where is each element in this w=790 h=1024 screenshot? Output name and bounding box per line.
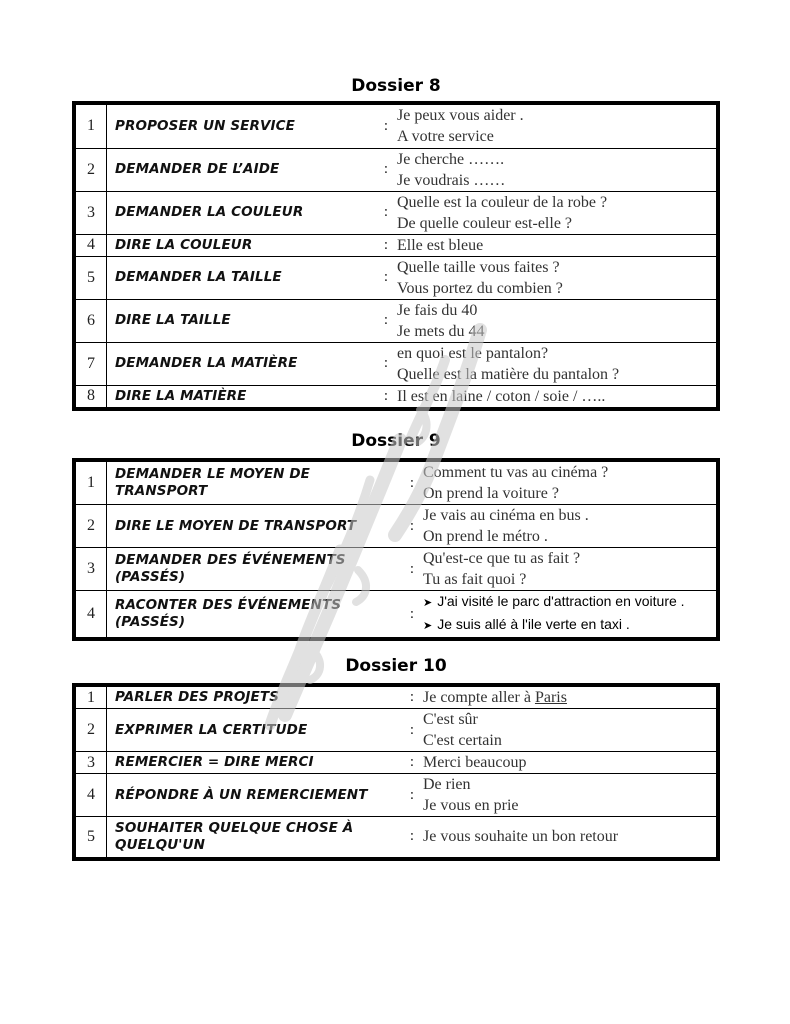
colon: : xyxy=(379,234,393,256)
example-line: Merci beaucoup xyxy=(423,754,527,771)
colon: : xyxy=(405,591,419,638)
example-cell xyxy=(419,709,716,752)
table-row xyxy=(76,709,716,752)
example-line: en quoi est le pantalon? xyxy=(397,344,549,362)
example-line: Tu as fait quoi ? xyxy=(423,571,527,588)
table-row xyxy=(76,548,716,591)
colon: : xyxy=(405,548,419,591)
row-number: 1 xyxy=(76,462,107,505)
underlined-word: Paris xyxy=(534,689,567,706)
table-row xyxy=(76,385,716,407)
example-cell xyxy=(393,342,716,385)
colon: : xyxy=(379,385,393,407)
phrase-label: PROPOSER UN SERVICE xyxy=(115,117,295,134)
colon: : xyxy=(379,342,393,385)
colon: : xyxy=(405,752,419,774)
phrase-label: RACONTER DES ÉVÉNEMENTS (PASSÉS) xyxy=(107,591,406,638)
example-line: Je fais du 40 xyxy=(397,301,478,319)
example-cell xyxy=(419,591,716,638)
table-row xyxy=(76,148,716,191)
example-line: Je peux vous aider . xyxy=(397,107,524,125)
table-row xyxy=(76,462,716,505)
phrase-label: REMERCIER = DIRE MERCI xyxy=(107,752,406,774)
example-cell xyxy=(419,505,716,548)
row-number: 5 xyxy=(76,817,107,857)
phrase-label: DEMANDER LA COULEUR xyxy=(107,191,380,234)
bullet-line xyxy=(423,614,716,637)
example-line: Elle est bleue xyxy=(397,236,484,254)
phrase-label: DEMANDER LA MATIÈRE xyxy=(107,342,380,385)
colon: : xyxy=(379,256,393,299)
example-line: Je mets du 44 xyxy=(397,322,485,340)
example-line: Je vais au cinéma en bus . xyxy=(423,507,589,524)
example-line: C'est certain xyxy=(423,732,502,749)
example-cell xyxy=(419,548,716,591)
table-row xyxy=(76,774,716,817)
table-row xyxy=(76,342,716,385)
example-line: Qu'est-ce que tu as fait ? xyxy=(423,550,581,567)
row-number: 2 xyxy=(76,709,107,752)
row-number: 8 xyxy=(76,385,107,407)
example-cell xyxy=(393,385,716,407)
row-number: 3 xyxy=(76,191,107,234)
example-line: Je cherche ……. xyxy=(397,150,505,168)
example-cell xyxy=(393,148,716,191)
example-cell xyxy=(393,234,716,256)
example-cell xyxy=(419,774,716,817)
example-cell xyxy=(419,462,716,505)
example-line: Je voudrais …… xyxy=(397,171,506,189)
phrase-label: DEMANDER LE MOYEN DE TRANSPORT xyxy=(115,466,311,499)
row-number: 1 xyxy=(76,105,107,148)
example-line: Je vous souhaite un bon retour xyxy=(423,828,619,846)
table-row xyxy=(76,687,716,709)
example-cell xyxy=(393,256,716,299)
colon: : xyxy=(379,191,393,234)
row-number: 3 xyxy=(76,548,107,591)
example-line: Quelle est la matière du pantalon ? xyxy=(397,365,620,383)
example-cell xyxy=(419,752,716,774)
bullet-line xyxy=(423,591,716,614)
example-line: De quelle couleur est-elle ? xyxy=(397,214,573,232)
phrase-label: DIRE LA COULEUR xyxy=(107,234,380,256)
colon: : xyxy=(379,148,393,191)
phrase-label: DIRE LE MOYEN DE TRANSPORT xyxy=(107,505,406,548)
phrase-label: SOUHAITER QUELQUE CHOSE À QUELQU'UN xyxy=(107,817,406,857)
example-text: Je compte aller à xyxy=(423,689,535,706)
row-number: 2 xyxy=(76,148,107,191)
example-cell xyxy=(419,687,716,709)
dossier-title: Dossier 10 xyxy=(345,656,447,676)
example-line: Il est en laine / coton / soie / ….. xyxy=(397,387,606,405)
arrow-bullet-icon: ➤ xyxy=(423,620,433,632)
table-row xyxy=(76,752,716,774)
example-line: A votre service xyxy=(397,128,494,146)
phrase-label: PARLER DES PROJETS xyxy=(115,689,280,706)
phrase-label: DEMANDER DE L’AIDE xyxy=(107,148,380,191)
colon: : xyxy=(383,117,389,134)
phrase-label: DIRE LA TAILLE xyxy=(107,299,380,342)
dossier-10-table xyxy=(72,683,720,861)
row-number: 4 xyxy=(76,774,107,817)
table-row xyxy=(76,591,716,638)
row-number: 4 xyxy=(76,591,107,638)
phrase-label: DEMANDER DES ÉVÉNEMENTS (PASSÉS) xyxy=(107,548,406,591)
table-row xyxy=(76,299,716,342)
row-number: 1 xyxy=(76,687,107,709)
example-cell xyxy=(393,299,716,342)
row-number: 3 xyxy=(76,752,107,774)
colon: : xyxy=(409,689,415,705)
table-row xyxy=(76,191,716,234)
table-row xyxy=(76,817,716,857)
dossier-8-table xyxy=(72,101,720,411)
bullet-text: Je suis allé à l'ile verte en taxi . xyxy=(437,616,630,632)
bullet-text: J'ai visité le parc d'attraction en voiture . xyxy=(437,593,685,609)
example-line xyxy=(423,687,716,708)
colon: : xyxy=(405,817,419,857)
dossier-title: Dossier 9 xyxy=(351,431,441,451)
example-cell xyxy=(393,191,716,234)
row-number: 6 xyxy=(76,299,107,342)
table-row xyxy=(76,256,716,299)
colon: : xyxy=(409,474,415,491)
example-line: Vous portez du combien ? xyxy=(397,279,563,297)
colon: : xyxy=(379,299,393,342)
colon: : xyxy=(405,709,419,752)
dossier-title: Dossier 8 xyxy=(351,76,441,96)
row-number: 2 xyxy=(76,505,107,548)
table-row xyxy=(76,234,716,256)
row-number: 5 xyxy=(76,256,107,299)
phrase-label: DEMANDER LA TAILLE xyxy=(107,256,380,299)
phrase-label: RÉPONDRE À UN REMERCIEMENT xyxy=(107,774,406,817)
example-line: De rien xyxy=(423,776,471,793)
example-line: Quelle est la couleur de la robe ? xyxy=(397,193,608,211)
example-line: On prend le métro . xyxy=(423,528,548,545)
example-cell xyxy=(419,817,716,857)
phrase-label: DIRE LA MATIÈRE xyxy=(107,385,380,407)
colon: : xyxy=(405,774,419,817)
example-line: Quelle taille vous faites ? xyxy=(397,258,560,276)
dossier-9-table xyxy=(72,458,720,641)
example-line: C'est sûr xyxy=(423,711,478,728)
phrase-label: EXPRIMER LA CERTITUDE xyxy=(107,709,406,752)
arrow-bullet-icon: ➤ xyxy=(423,597,433,609)
example-line: Je vous en prie xyxy=(423,797,519,814)
table-row xyxy=(76,505,716,548)
row-number: 4 xyxy=(76,234,107,256)
example-line: Comment tu vas au cinéma ? xyxy=(423,464,609,481)
row-number: 7 xyxy=(76,342,107,385)
example-line: On prend la voiture ? xyxy=(423,485,559,502)
colon: : xyxy=(405,505,419,548)
table-row xyxy=(76,105,716,148)
example-cell xyxy=(393,105,716,148)
